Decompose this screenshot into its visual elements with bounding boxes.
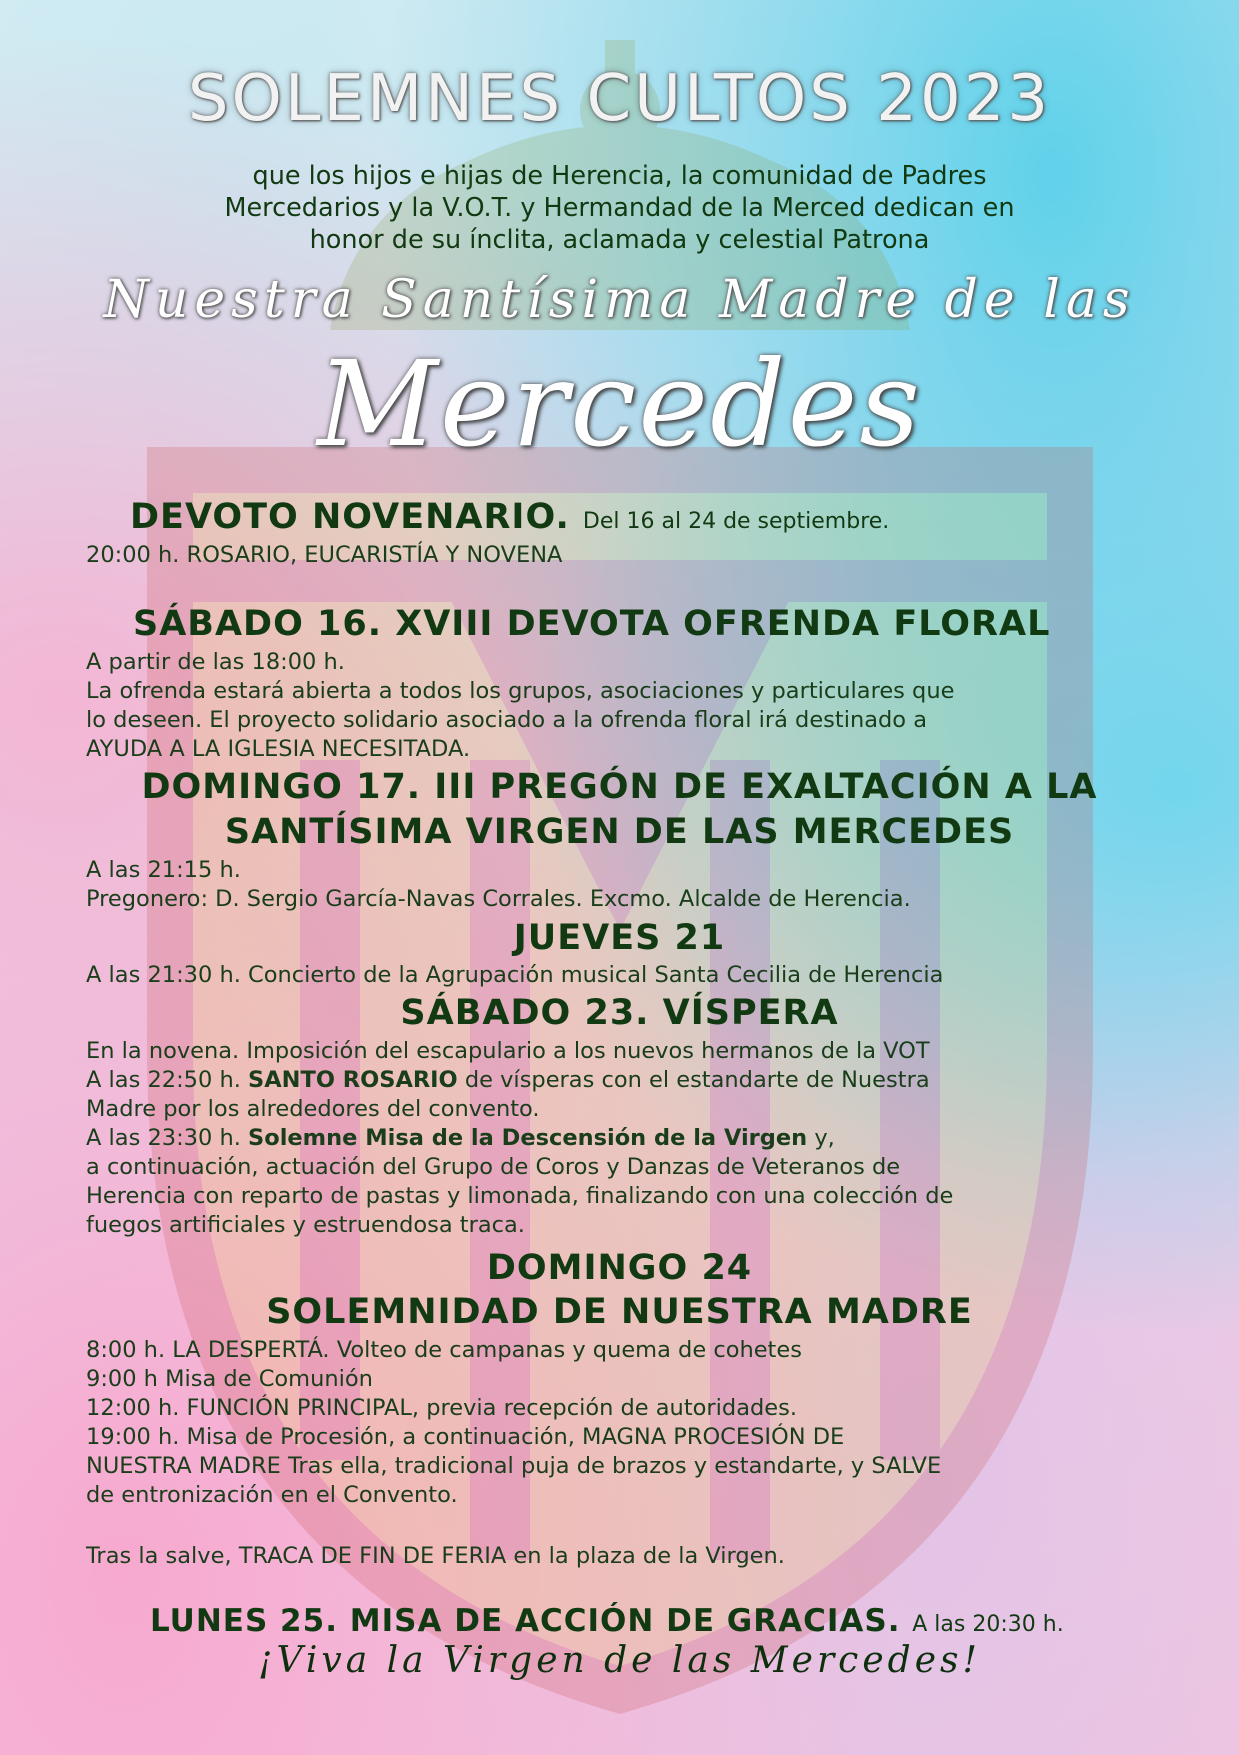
- lunes25-time: A las 20:30 h.: [912, 1612, 1064, 1637]
- intro-line: que los hijos e hijas de Herencia, la comunidad de Padres: [252, 161, 987, 191]
- sabado23-line: [86, 1066, 930, 1095]
- sabado16-line: lo deseen. El proyecto solidario asociado a la ofrenda floral irá destinado a: [86, 707, 928, 733]
- novenario-detail: 20:00 h. ROSARIO, EUCARISTÍA Y NOVENA: [86, 542, 563, 568]
- jueves21-line: A las 21:30 h. Concierto de la Agrupación musical Santa Cecilia de Herencia: [86, 962, 944, 988]
- domingo17-heading-line1: DOMINGO 17. III PREGÓN DE EXALTACIÓN A LA: [141, 767, 1098, 807]
- patrona-name-line2: Mercedes: [317, 335, 922, 473]
- sabado23-line: a continuación, actuación del Grupo de Coros y Danzas de Veteranos de: [86, 1154, 901, 1180]
- sabado23-time: A las 22:50 h.: [86, 1067, 241, 1093]
- domingo24-line: de entronización en el Convento.: [86, 1482, 458, 1508]
- poster-title: SOLEMNES CULTOS 2023: [187, 62, 1052, 136]
- domingo24-line: 9:00 h Misa de Comunión: [86, 1366, 373, 1392]
- sabado23-misa: Solemne Misa de la Descensión de la Virgen: [248, 1125, 808, 1151]
- domingo24-heading-line1: DOMINGO 24: [486, 1248, 753, 1288]
- domingo24-heading-line2: SOLEMNIDAD DE NUESTRA MADRE: [266, 1292, 973, 1332]
- lunes25-title: LUNES 25. MISA DE ACCIÓN DE GRACIAS.: [150, 1603, 901, 1639]
- sabado23-time: A las 23:30 h.: [86, 1125, 241, 1151]
- domingo24-line: 8:00 h. LA DESPERTÁ. Volteo de campanas y quema de cohetes: [86, 1337, 802, 1363]
- closing-acclamation: ¡Viva la Virgen de las Mercedes!: [258, 1640, 981, 1681]
- domingo24-line: NUESTRA MADRE Tras ella, tradicional puja de brazos y estandarte, y SALVE: [86, 1453, 942, 1479]
- sabado23-rosario: SANTO ROSARIO: [248, 1067, 458, 1093]
- sabado23-text: de vísperas con el estandarte de Nuestra: [464, 1067, 930, 1093]
- domingo17-heading-line2: SANTÍSIMA VIRGEN DE LAS MERCEDES: [224, 812, 1015, 852]
- intro-line: Mercedarios y la V.O.T. y Hermandad de la Merced dedican en: [224, 193, 1015, 223]
- domingo24-line: 19:00 h. Misa de Procesión, a continuación, MAGNA PROCESIÓN DE: [86, 1424, 845, 1450]
- novenario-dates: Del 16 al 24 de septiembre.: [582, 509, 890, 534]
- sabado23-line: En la novena. Imposición del escapulario a los nuevos hermanos de la VOT: [86, 1038, 930, 1064]
- novenario-heading: [130, 497, 889, 537]
- sabado16-heading: SÁBADO 16. XVIII DEVOTA OFRENDA FLORAL: [133, 604, 1051, 644]
- sabado23-line: Herencia con reparto de pastas y limonada, finalizando con una colección de: [86, 1183, 954, 1209]
- sabado23-text: y,: [814, 1125, 835, 1151]
- domingo24-traca: Tras la salve, TRACA DE FIN DE FERIA en la plaza de la Virgen.: [86, 1543, 785, 1569]
- sabado23-line: fuegos artificiales y estruendosa traca.: [86, 1212, 525, 1238]
- domingo17-line: A las 21:15 h.: [86, 857, 241, 883]
- novenario-title: DEVOTO NOVENARIO.: [130, 497, 570, 537]
- sabado16-line: AYUDA A LA IGLESIA NECESITADA.: [86, 736, 471, 762]
- sabado23-line: [86, 1124, 835, 1153]
- intro-text: [60, 160, 1179, 256]
- intro-line: honor de su ínclita, aclamada y celestial Patrona: [309, 225, 930, 255]
- sabado23-line: Madre por los alrededores del convento.: [86, 1096, 540, 1122]
- sabado23-heading: SÁBADO 23. VÍSPERA: [400, 993, 839, 1033]
- jueves21-heading: JUEVES 21: [513, 918, 726, 958]
- domingo17-line: Pregonero: D. Sergio García-Navas Corrales. Excmo. Alcalde de Herencia.: [86, 886, 911, 912]
- domingo24-line: 12:00 h. FUNCIÓN PRINCIPAL, previa recepción de autoridades.: [86, 1395, 797, 1421]
- lunes25-heading: [150, 1603, 1064, 1639]
- sabado16-line: A partir de las 18:00 h.: [86, 649, 345, 675]
- sabado16-line: La ofrenda estará abierta a todos los grupos, asociaciones y particulares que: [86, 678, 955, 704]
- patrona-name-line1: Nuestra Santísima Madre de las: [103, 270, 1136, 330]
